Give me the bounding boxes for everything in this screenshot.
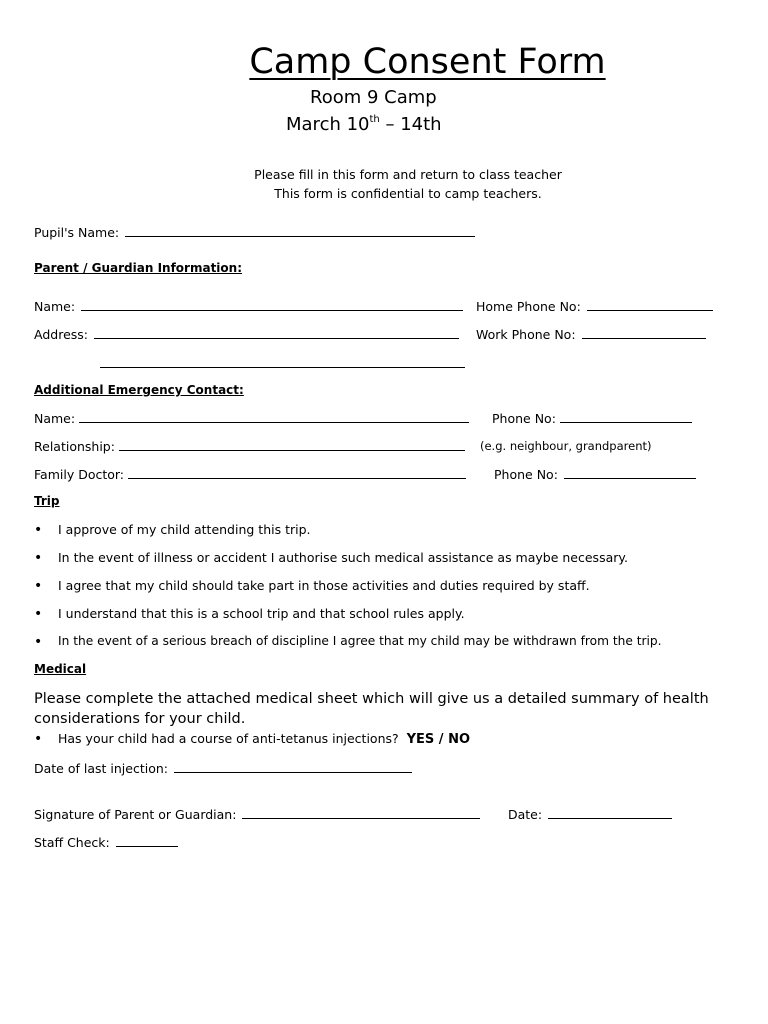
last-injection-row <box>34 760 412 776</box>
medical-heading: Medical <box>34 662 87 676</box>
trip-item: • I understand that this is a school trip and that school rules apply. <box>34 606 465 622</box>
work-phone-field[interactable] <box>582 326 706 339</box>
staff-check-field[interactable] <box>116 834 178 847</box>
address-label: Address: <box>34 327 88 342</box>
doctor-row <box>34 466 466 482</box>
emergency-phone-label: Phone No: <box>492 411 556 426</box>
trip-item: • I approve of my child attending this trip. <box>34 522 311 538</box>
doctor-phone-row <box>494 466 696 482</box>
trip-item: • In the event of illness or accident I authorise such medical assistance as maybe necessary. <box>34 550 628 566</box>
staff-check-row <box>34 834 178 850</box>
home-phone-row <box>476 298 713 314</box>
date-field[interactable] <box>548 806 672 819</box>
camp-dates: March 10th – 14th <box>286 114 442 135</box>
home-phone-label: Home Phone No: <box>476 299 581 314</box>
emergency-name-row <box>34 410 469 426</box>
trip-item: • I agree that my child should take part in those activities and duties required by staff. <box>34 578 590 594</box>
work-phone-row <box>476 326 706 342</box>
staff-check-label: Staff Check: <box>34 835 110 850</box>
signature-label: Signature of Parent or Guardian: <box>34 807 237 822</box>
relationship-label: Relationship: <box>34 439 115 454</box>
tetanus-question: Has your child had a course of anti-tetanus injections? <box>58 731 399 746</box>
relationship-field[interactable] <box>119 438 465 451</box>
trip-item: • In the event of a serious breach of discipline I agree that my child may be withdrawn from the trip. <box>34 634 662 650</box>
parent-name-field[interactable] <box>81 298 463 311</box>
emergency-name-field[interactable] <box>79 410 469 423</box>
pupil-name-field[interactable] <box>125 224 475 237</box>
parent-heading: Parent / Guardian Information: <box>34 261 243 275</box>
relationship-hint: (e.g. neighbour, grandparent) <box>480 439 652 453</box>
instruction-line-2: This form is confidential to camp teachers. <box>274 186 542 201</box>
date-label: Date: <box>508 807 543 822</box>
tetanus-question-row: • Has your child had a course of anti-tetanus injections? YES / NO <box>34 731 470 747</box>
doctor-field[interactable] <box>128 466 466 479</box>
emergency-phone-field[interactable] <box>560 410 692 423</box>
signature-field[interactable] <box>242 806 480 819</box>
emergency-phone-row <box>492 410 692 426</box>
parent-name-label: Name: <box>34 299 76 314</box>
pupil-name-row <box>34 224 475 240</box>
work-phone-label: Work Phone No: <box>476 327 576 342</box>
medical-intro: Please complete the attached medical sheet which will give us a detailed summary of health considerations for your child. <box>34 691 709 727</box>
room-label: Room 9 Camp <box>310 87 437 108</box>
tetanus-answer[interactable]: YES / NO <box>406 732 470 747</box>
address-field[interactable] <box>94 326 459 339</box>
relationship-row <box>34 438 465 454</box>
emergency-name-label: Name: <box>34 411 76 426</box>
doctor-label: Family Doctor: <box>34 467 125 482</box>
home-phone-field[interactable] <box>587 298 713 311</box>
trip-heading: Trip <box>34 494 60 508</box>
last-injection-label: Date of last injection: <box>34 761 168 776</box>
address-line-2 <box>98 355 465 371</box>
instruction-line-1: Please fill in this form and return to class teacher <box>254 167 562 182</box>
doctor-phone-field[interactable] <box>564 466 696 479</box>
doctor-phone-label: Phone No: <box>494 467 558 482</box>
last-injection-field[interactable] <box>174 760 412 773</box>
emergency-heading: Additional Emergency Contact: <box>34 383 244 397</box>
address-row <box>34 326 459 342</box>
address-field-2[interactable] <box>100 355 465 368</box>
pupil-name-label: Pupil's Name: <box>34 225 120 240</box>
signature-row <box>34 806 480 822</box>
parent-name-row <box>34 298 463 314</box>
form-title: Camp Consent Form <box>249 42 606 82</box>
date-row <box>508 806 672 822</box>
